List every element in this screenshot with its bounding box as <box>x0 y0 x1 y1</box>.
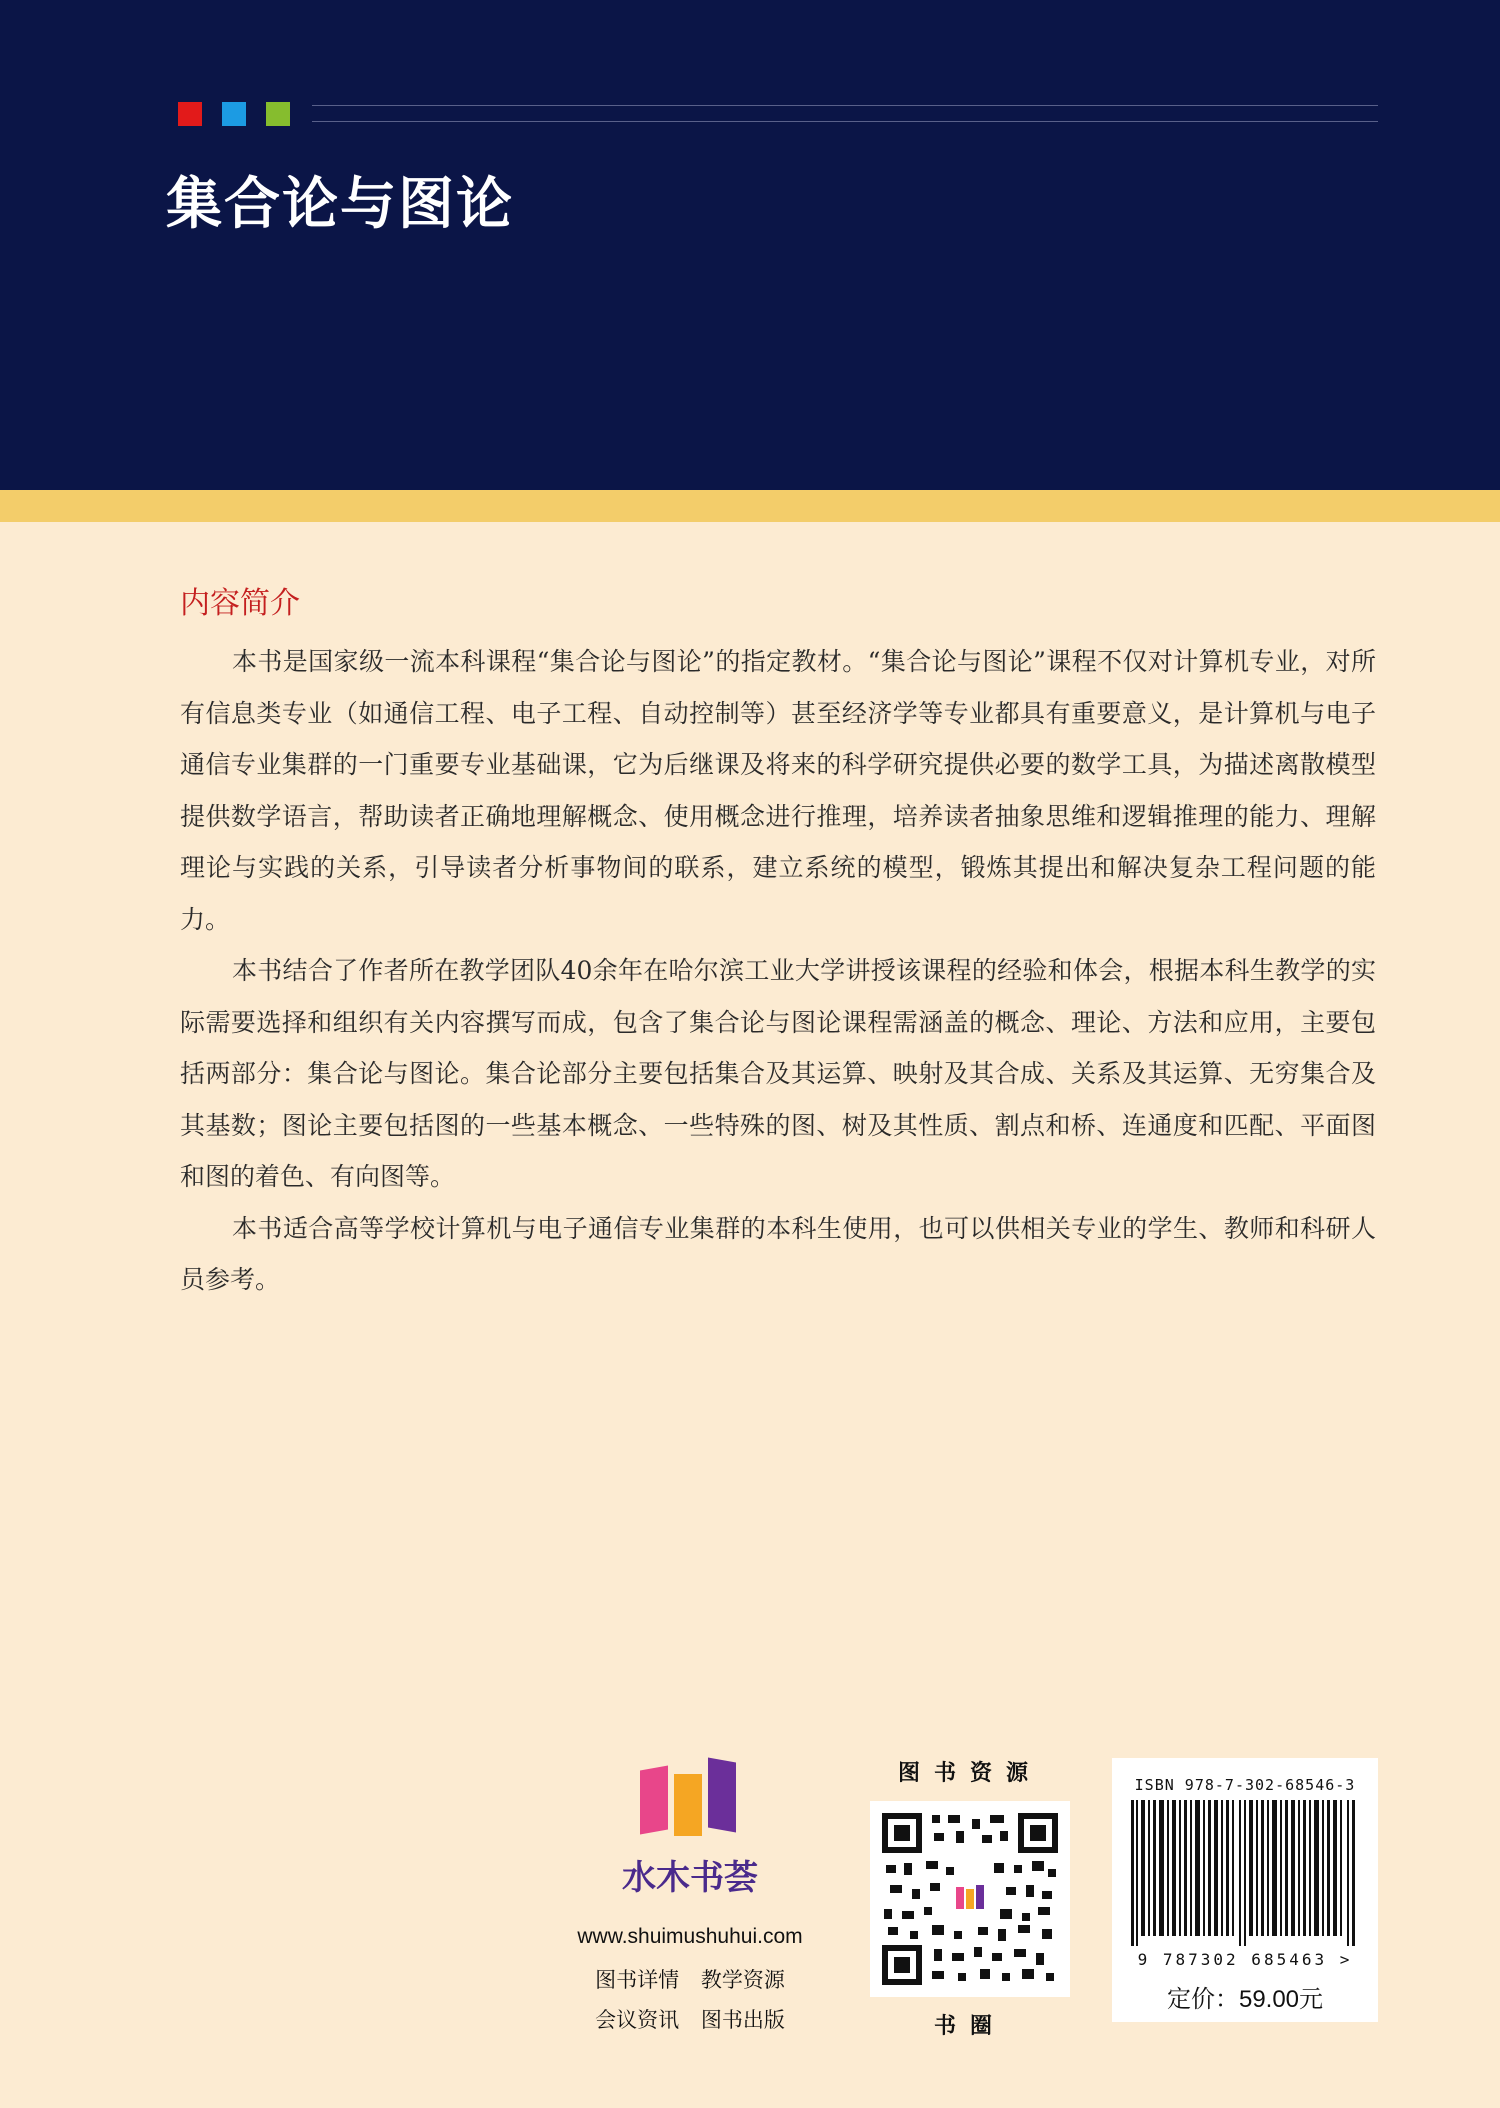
publisher-links <box>540 1961 840 2041</box>
book-title: 集合论与图论 <box>166 171 514 237</box>
red-square-icon <box>178 102 202 126</box>
price-label: 定价：59.00元 <box>1166 1986 1324 2013</box>
isbn-label: ISBN 978-7-302-68546-3 <box>1134 1776 1356 1794</box>
blue-square-icon <box>222 102 246 126</box>
header-rule-bottom <box>312 121 1378 122</box>
green-square-icon <box>266 102 290 126</box>
publisher-url[interactable]: www.shuimushuhui.com <box>577 1925 803 1948</box>
barcode-digits: 9 787302 685463 > <box>1137 1950 1353 1969</box>
publisher-name: 水木书荟 <box>622 1858 758 1898</box>
qr-caption-top: 图书资源 <box>897 1760 1042 1785</box>
qr-code[interactable] <box>870 1801 1070 1997</box>
qr-block <box>870 1756 1070 2040</box>
intro-paragraph-2: 本书结合了作者所在教学团队40余年在哈尔滨工业大学讲授该课程的经验和体会，根据本科生教学的实际需要选择和组织有关内容撰写而成，包含了集合论与图论课程需涵盖的概念、理论、方法和应用，主要包括两部分：集合论与图论。集合论部分主要包括集合及其运算、映射及其合成、关系及其运算、无穷集合及其基数；图论主要包括图的一些基本概念、一些特殊的图、树及其性质、割点和桥、连通度和匹配、平面图和图的着色、有向图等。 <box>180 956 1376 1191</box>
header-band <box>0 0 1500 490</box>
yellow-divider-band <box>0 490 1500 522</box>
intro-paragraph-3: 本书适合高等学校计算机与电子通信专业集群的本科生使用，也可以供相关专业的学生、教师和科研人员参考。 <box>180 1213 1376 1294</box>
link-conference-news[interactable]: 会议资讯 <box>595 2009 680 2032</box>
qr-code-icon <box>882 1813 1058 1985</box>
intro-paragraph-1: 本书是国家级一流本科课程“集合论与图论”的指定教材。“集合论与图论”课程不仅对计算机专业，对所有信息类专业（如通信工程、电子工程、自动控制等）甚至经济学等专业都具有重要意义，是计算机与电子通信专业集群的一门重要专业基础课，它为后继课及将来的科学研究提供必要的数学工具，为描述离散模型提供数学语言，帮助读者正确地理解概念、使用概念进行推理，培养读者抽象思维和逻辑推理的能力、理解理论与实践的关系，引导读者分析事物间的联系，建立系统的模型，锻炼其提出和解决复杂工程问题的能力。 <box>180 647 1376 934</box>
isbn-block <box>1112 1758 1378 2022</box>
publisher-block <box>540 1756 840 2041</box>
header-rule-top <box>312 105 1378 106</box>
qr-caption-bottom: 书圈 <box>933 2013 1006 2038</box>
book-logo-icon <box>640 1756 740 1836</box>
link-book-publishing[interactable]: 图书出版 <box>700 2009 785 2032</box>
intro-text <box>180 636 1376 1306</box>
intro-heading: 内容简介 <box>180 586 300 621</box>
link-teaching-resources[interactable]: 教学资源 <box>700 1969 785 1992</box>
barcode-icon <box>1131 1800 1359 1946</box>
link-book-details[interactable]: 图书详情 <box>595 1969 680 1992</box>
